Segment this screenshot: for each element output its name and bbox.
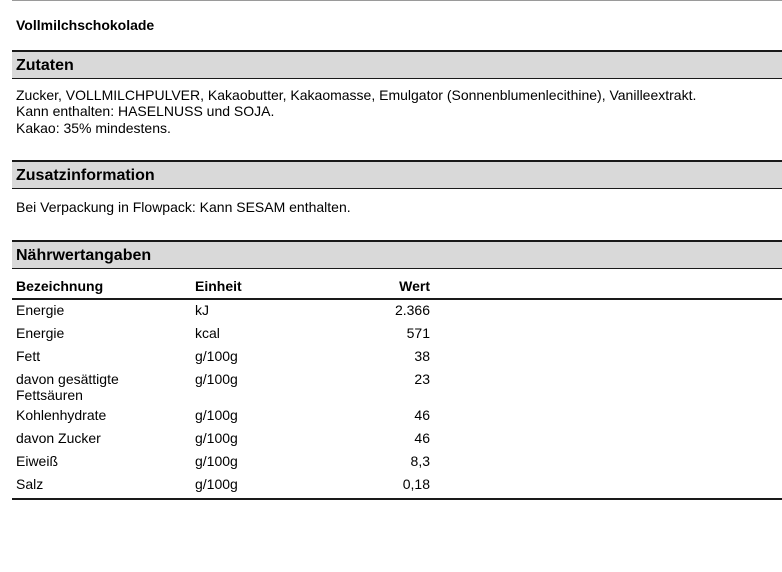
nutrient-unit: g/100g — [195, 348, 238, 364]
ingredients-line: Zucker, VOLLMILCHPULVER, Kakaobutter, Kakaomasse, Emulgator (Sonnenblumenlecithine), Vanilleextrakt. — [16, 87, 697, 103]
nutrient-name: davon Zucker — [16, 430, 101, 446]
nutrient-name: Eiweiß — [16, 453, 59, 469]
additional-info-section-title: Zusatzinformation — [16, 167, 155, 184]
nutrient-value: 46 — [414, 430, 430, 446]
nutrition-section-title: Nährwertangaben — [16, 247, 152, 264]
column-header-unit: Einheit — [195, 278, 242, 294]
nutrient-unit: g/100g — [195, 371, 238, 387]
nutrient-name: Energie — [16, 302, 65, 318]
ingredients-section-header — [12, 50, 782, 79]
column-header-name: Bezeichnung — [16, 278, 104, 294]
table-bottom-divider — [12, 498, 782, 500]
nutrient-unit: g/100g — [195, 407, 238, 423]
nutrient-value: 38 — [414, 348, 430, 364]
nutrient-unit: kJ — [195, 302, 209, 318]
column-header-value: Wert — [399, 278, 430, 294]
nutrient-unit: g/100g — [195, 453, 238, 469]
table-header-divider — [12, 298, 782, 300]
top-divider — [12, 0, 782, 1]
additional-info-section-header — [12, 160, 782, 189]
nutrient-value: 46 — [414, 407, 430, 423]
nutrient-name: Kohlenhydrate — [16, 407, 107, 423]
nutrient-name: Salz — [16, 476, 44, 492]
nutrient-value: 0,18 — [402, 476, 430, 492]
nutrient-unit: g/100g — [195, 476, 238, 492]
nutrient-unit: g/100g — [195, 430, 238, 446]
allergen-trace-line: Kann enthalten: HASELNUSS und SOJA. — [16, 103, 275, 119]
nutrient-name: Energie — [16, 325, 65, 341]
additional-info-line: Bei Verpackung in Flowpack: Kann SESAM enthalten. — [16, 199, 351, 215]
product-title: Vollmilchschokolade — [16, 17, 155, 33]
ingredients-section-title: Zutaten — [16, 57, 74, 74]
nutrition-section-header — [12, 240, 782, 269]
nutrient-value: 23 — [414, 371, 430, 387]
nutrient-value: 571 — [406, 325, 430, 341]
cocoa-content-line: Kakao: 35% mindestens. — [16, 120, 171, 136]
nutrient-name: Fett — [16, 348, 41, 364]
nutrient-unit: kcal — [195, 325, 220, 341]
nutrient-value: 8,3 — [410, 453, 430, 469]
nutrient-name: davon gesättigte Fettsäuren — [16, 371, 119, 403]
nutrient-value: 2.366 — [394, 302, 430, 318]
